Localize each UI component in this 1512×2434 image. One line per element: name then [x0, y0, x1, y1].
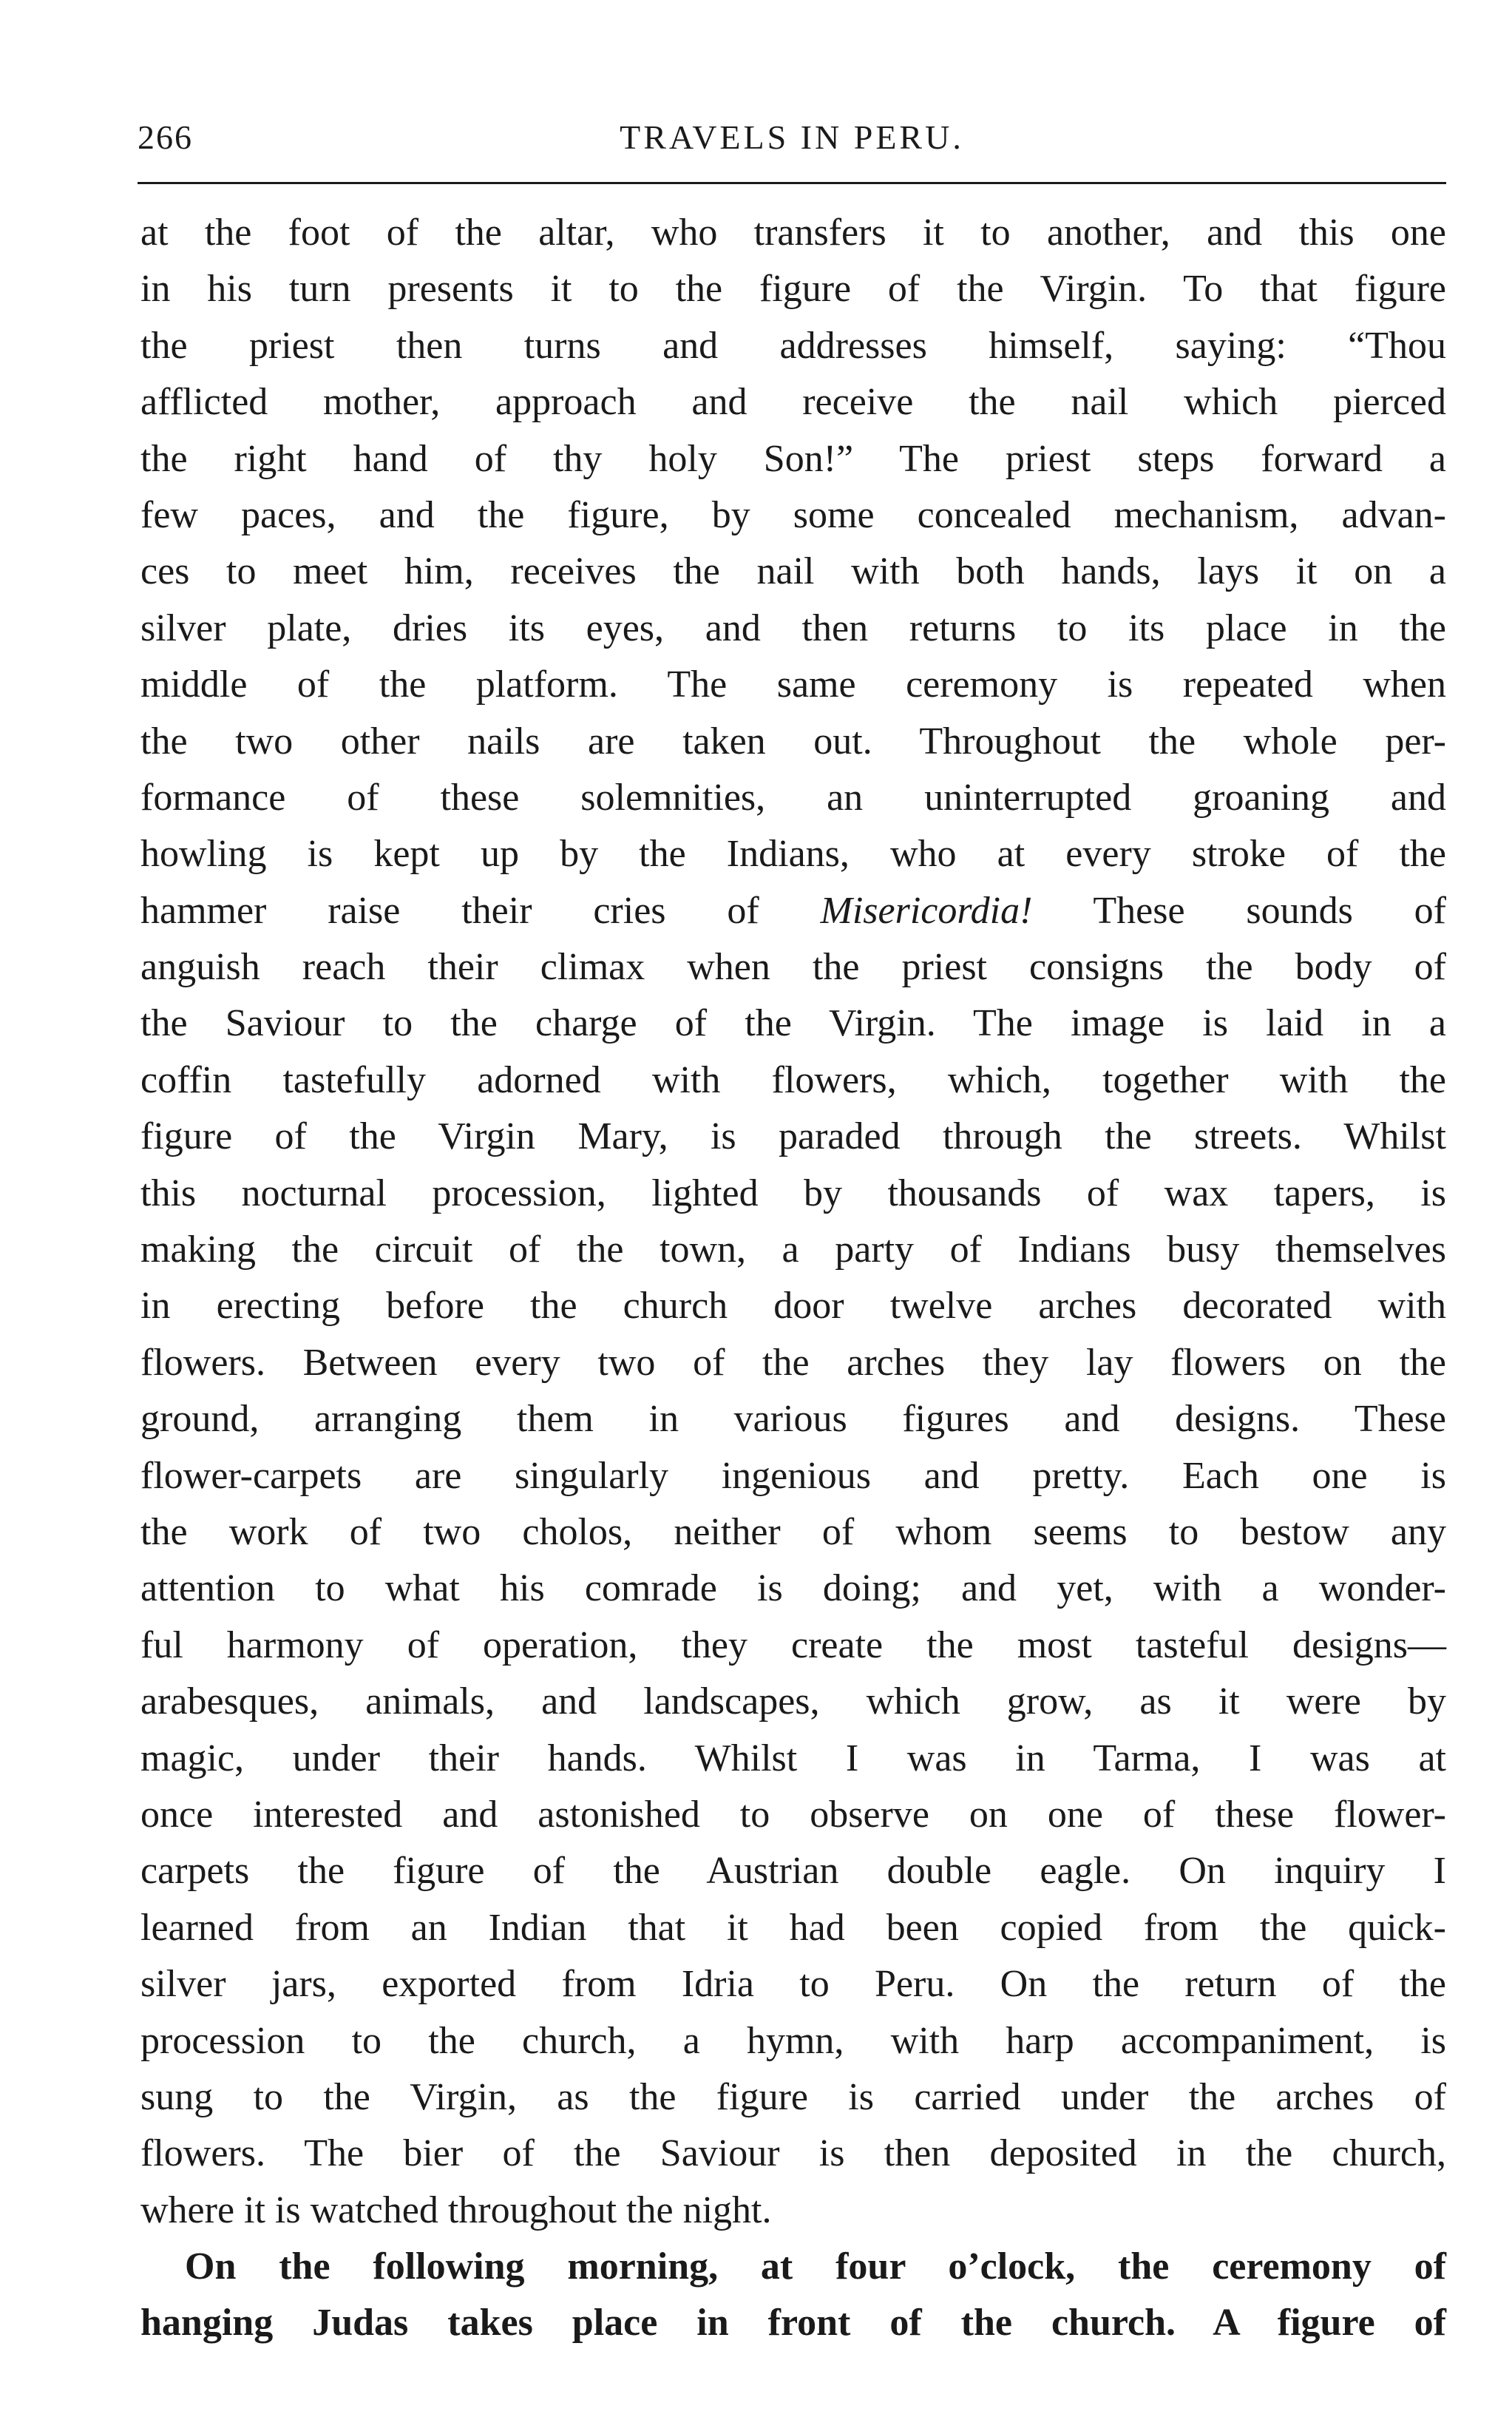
text-line: howling is kept up by the Indians, who at every stroke of the	[140, 833, 1446, 876]
italic-term: Misericordia!	[820, 889, 1033, 932]
text-line: procession to the church, a hymn, with harp accompaniment, is	[140, 2019, 1446, 2062]
body-text	[140, 205, 1446, 2352]
text-line: middle of the platform. The same ceremony is repeated when	[140, 663, 1446, 706]
running-head	[138, 115, 1446, 160]
paragraph-start-line: On the following morning, at four o’clock, the ceremony of	[185, 2245, 1446, 2288]
text-line: silver jars, exported from Idria to Peru. On the return of the	[140, 1963, 1446, 2006]
text-line: the priest then turns and addresses himself, saying: “Thou	[140, 324, 1446, 367]
text-line: the right hand of thy holy Son!” The priest steps forward a	[140, 437, 1446, 480]
text-line: silver plate, dries its eyes, and then returns to its place in the	[140, 606, 1446, 649]
text-line: in his turn presents it to the figure of the Virgin. To that figure	[140, 268, 1446, 311]
text-line: the work of two cholos, neither of whom seems to bestow any	[140, 1510, 1446, 1553]
text-segment: These sounds of	[1032, 889, 1446, 932]
text-line: sung to the Virgin, as the figure is carried under the arches of	[140, 2075, 1446, 2118]
page-number: 266	[138, 118, 193, 156]
text-line: carpets the figure of the Austrian double eagle. On inquiry I	[140, 1850, 1446, 1893]
text-line: in erecting before the church door twelve arches decorated with	[140, 1285, 1446, 1328]
text-line: formance of these solemnities, an uninterrupted groaning and	[140, 776, 1446, 819]
text-line: ces to meet him, receives the nail with both hands, lays it on a	[140, 550, 1446, 593]
text-line: the two other nails are taken out. Throughout the whole per-	[140, 720, 1446, 763]
text-line: once interested and astonished to observe on one of these flower-	[140, 1793, 1446, 1836]
text-line: at the foot of the altar, who transfers it to another, and this one	[140, 212, 1446, 254]
text-line: arabesques, animals, and landscapes, which grow, as it were by	[140, 1680, 1446, 1723]
text-line: hanging Judas takes place in front of the church. A figure of	[140, 2302, 1446, 2345]
text-line: magic, under their hands. Whilst I was in Tarma, I was at	[140, 1737, 1446, 1779]
text-line-with-italic	[140, 883, 1446, 939]
text-line: this nocturnal procession, lighted by thousands of wax tapers, is	[140, 1172, 1446, 1214]
text-line: the Saviour to the charge of the Virgin. The image is laid in a	[140, 1002, 1446, 1045]
text-line: making the circuit of the town, a party of Indians busy themselves	[140, 1228, 1446, 1271]
text-segment: hammer raise their cries of	[140, 889, 821, 932]
running-title: TRAVELS IN PERU.	[620, 118, 964, 156]
text-line: anguish reach their climax when the priest consigns the body of	[140, 946, 1446, 989]
text-line-paragraph-end: where it is watched throughout the night.	[140, 2188, 772, 2231]
text-line: ful harmony of operation, they create the most tasteful designs—	[140, 1623, 1446, 1666]
text-line: learned from an Indian that it had been copied from the quick-	[140, 1906, 1446, 1949]
text-line: afflicted mother, approach and receive the nail which pierced	[140, 381, 1446, 424]
text-line: flowers. Between every two of the arches they lay flowers on the	[140, 1341, 1446, 1384]
text-line: flower-carpets are singularly ingenious and pretty. Each one is	[140, 1454, 1446, 1497]
text-line: figure of the Virgin Mary, is paraded through the streets. Whilst	[140, 1115, 1446, 1158]
text-line: flowers. The bier of the Saviour is then deposited in the church,	[140, 2132, 1446, 2175]
text-line: coffin tastefully adorned with flowers, which, together with the	[140, 1058, 1446, 1101]
text-line: ground, arranging them in various figures and designs. These	[140, 1398, 1446, 1441]
text-line: attention to what his comrade is doing; and yet, with a wonder-	[140, 1567, 1446, 1610]
header-rule	[138, 182, 1446, 184]
text-line: few paces, and the figure, by some concealed mechanism, advan-	[140, 493, 1446, 536]
